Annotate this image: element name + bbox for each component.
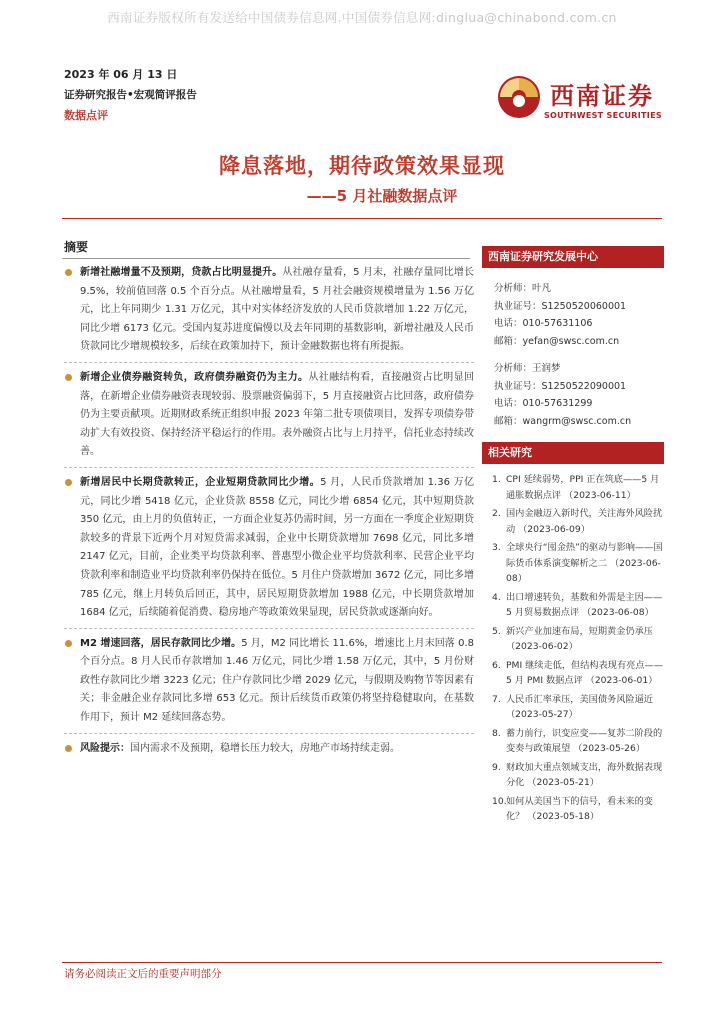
bullet-text: 从社融存量看，5 月末，社融存量同比增长 9.5%，较前值回落 0.5 个百分点。从社融增量看，5 月社会融资规模增量为 1.56 万亿元，比上年同期少 1.31 万亿元，其中对实体经济发放的人民币贷款增加 1.22 万亿元，同比少增 6173 亿元。受国内复苏进度偏慢以及去年同期的基数影响，新增社融及人民币贷款同比少增规模较多，后续在政策加持下，预计金融数据也将有所提振。 [80,267,474,353]
analyst-name: 分析师：叶凡 [494,283,552,294]
related-text: 如何从美国当下的信号，看未来的变化？ （2023-05-18） [506,795,653,822]
analyst-email[interactable]: 邮箱：wangrm@swsc.com.cn [494,415,632,427]
report-date: 2023 年 06 月 13 日 [64,68,178,81]
bullet-lead: 新增居民中长期贷款转正，企业短期贷款同比少增。 [80,476,321,488]
related-text: 国内金融迈入新时代，关注海外风险扰动 （2023-06-09） [506,508,663,535]
company-logo [494,72,674,126]
analyst-license: 执业证号：S1250520060001 [494,300,627,312]
bullet-lead: M2 增速回落，居民存款同比少增。 [80,637,242,649]
bullet-dot-icon [65,745,72,752]
summary-bullet [64,635,474,728]
related-num: 8. [492,727,501,739]
related-num: 1. [492,474,501,485]
related-text: 蓄力前行，识变应变——复苏二阶段的变奏与政策展望 （2023-05-26） [506,727,663,754]
related-num: 9. [492,761,501,773]
bullet-text: 国内需求不及预期，稳增长压力较大，房地产市场持续走弱。 [130,742,400,754]
related-item[interactable] [482,726,664,757]
related-item[interactable] [482,472,664,503]
footer-disclaimer: 请务必阅读正文后的重要声明部分 [64,968,222,980]
summary-bullet [64,264,474,357]
related-text: 出口增速转负，基数和外需是主因——5 月贸易数据点评 （2023-06-08） [506,591,663,618]
analyst-phone: 电话：010-57631299 [494,398,593,409]
related-text: CPI 延续弱势，PPI 正在筑底——5 月通胀数据点评 （2023-06-11） [506,474,660,501]
page-subtitle: ——5 月社融数据点评 [306,187,458,205]
bullet-text: 5 月，人民币贷款增加 1.36 万亿元，同比少增 5418 亿元，企业贷款 8558 亿元，同比少增 6854 亿元，其中短期贷款 350 亿元，由上月的负值转正，一方面企业复苏仍需时间，另一方面在一季度企业短期贷款较多的背景下近两个月对短贷需求减弱，企业中长期贷款增加 7698 亿元，同比多增 2147 亿元，目前，企业类平均贷款利率、普惠型小微企业平均贷款利率、民营企业平均贷款利率和制造业平均贷款利率仍保持在低位。5 月住户贷款增加 3672 亿元，同比多增 785 亿元，继上月转负后回正，其中，居民短期贷款增加 1988 亿元，中长期贷款增加 1684 亿元，后续随着促消费、稳房地产等政策效果显现，居民贷款或逐渐向好。 [80,476,475,619]
related-num: 7. [492,693,501,705]
related-item[interactable] [482,624,664,655]
related-num: 10. [492,795,507,807]
analyst-phone: 电话：010-57631106 [494,318,593,329]
related-num: 4. [492,591,501,603]
bullet-divider [64,362,474,364]
related-text: 财政加大重点领域支出，海外数据表现分化 （2023-05-21） [506,761,663,788]
related-text: PMI 继续走低，但结构表现有亮点——5 月 PMI 数据点评 （2023-06-01） [506,659,663,686]
related-item[interactable] [482,692,664,723]
related-item[interactable] [482,506,664,537]
analyst-license: 执业证号：S1250522090001 [494,380,627,392]
analyst-name: 分析师：王润梦 [494,363,561,374]
analyst-info [482,280,664,350]
summary-heading: 摘要 [64,240,89,254]
summary-bullet [64,474,474,623]
logo-english: SOUTHWEST SECURITIES [544,111,662,120]
bullet-text: 5 月，M2 同比增长 11.6%，增速比上月末回落 0.8 个百分点。8 月人民币存款增加 1.46 万亿元，同比少增 1.58 万亿元，其中，5 月份财政性存款同比少增 3223 亿元；住户存款同比少增 2029 亿元，与假期及购物节等因素有关；非金融企业存款同比多增 653 亿元。预计后续货币政策仍将坚持稳健取向，在基数作用下，预计 M2 延续回落态势。 [80,637,474,724]
page-title: 降息落地，期待政策效果显现 [219,154,505,178]
related-num: 6. [492,659,501,671]
sidebar [482,246,664,828]
bullet-dot-icon [65,640,72,647]
bullet-dot-icon [65,374,72,381]
bullet-divider [64,733,474,735]
summary-bullet [64,369,474,462]
logo-name: 西南证券 [550,81,654,110]
watermark: 西南证券版权所有发送给中国债券信息网.中国债券信息网:dinglua@chinabond.com.cn [107,10,617,25]
analyst-info [482,360,664,430]
research-center-heading: 西南证券研究发展中心 [482,246,664,268]
bullet-text: 从社融结构看，直接融资占比明显回落，在新增企业债券融资表现较弱、股票融资偏弱下，5 月直接融资占比回落，政府债券仍为主要贡献项。近期财政系统正组织申报 2023 年第二批专项债项目，发挥专项债券带动扩大有效投资、保持经济平稳运行的作用。表外融资占比与上月持平，信托业态持续改善。 [80,371,475,458]
summary-bullet [64,740,474,759]
bullet-divider [64,467,474,469]
report-type: 证券研究报告•宏观简评报告 [64,89,197,101]
related-item[interactable] [482,760,664,791]
bullet-lead: 风险提示： [80,742,130,754]
related-num: 5. [492,625,501,637]
related-text: 全球央行“囤金热”的驱动与影响——国际货币体系演变解析之二 （2023-06-08） [506,542,663,584]
related-item[interactable] [482,794,664,825]
related-item[interactable] [482,590,664,621]
related-text: 新兴产业加速布局，短期黄金仍承压 （2023-06-02） [506,625,653,652]
related-item[interactable] [482,540,664,587]
bullet-lead: 新增社融增量不及预期，贷款占比明显提升。 [80,267,283,278]
report-kind: 数据点评 [64,109,108,122]
logo-emblem-icon [496,74,542,120]
title-divider [62,218,662,219]
related-item[interactable] [482,658,664,689]
bullet-divider [64,628,474,630]
related-num: 2. [492,508,501,519]
footer-divider [62,962,662,963]
bullet-dot-icon [65,479,72,486]
bullet-lead: 新增企业债券融资转负，政府债券融资仍为主力。 [80,371,309,383]
related-num: 3. [492,542,501,553]
summary-bullets [64,264,474,758]
related-research-heading: 相关研究 [482,442,664,464]
bullet-dot-icon [65,269,72,276]
related-text: 人民币汇率承压，美国债务风险逼近 （2023-05-27） [506,693,653,720]
summary-divider [62,258,470,259]
analyst-email[interactable]: 邮箱：yefan@swsc.com.cn [494,335,620,347]
